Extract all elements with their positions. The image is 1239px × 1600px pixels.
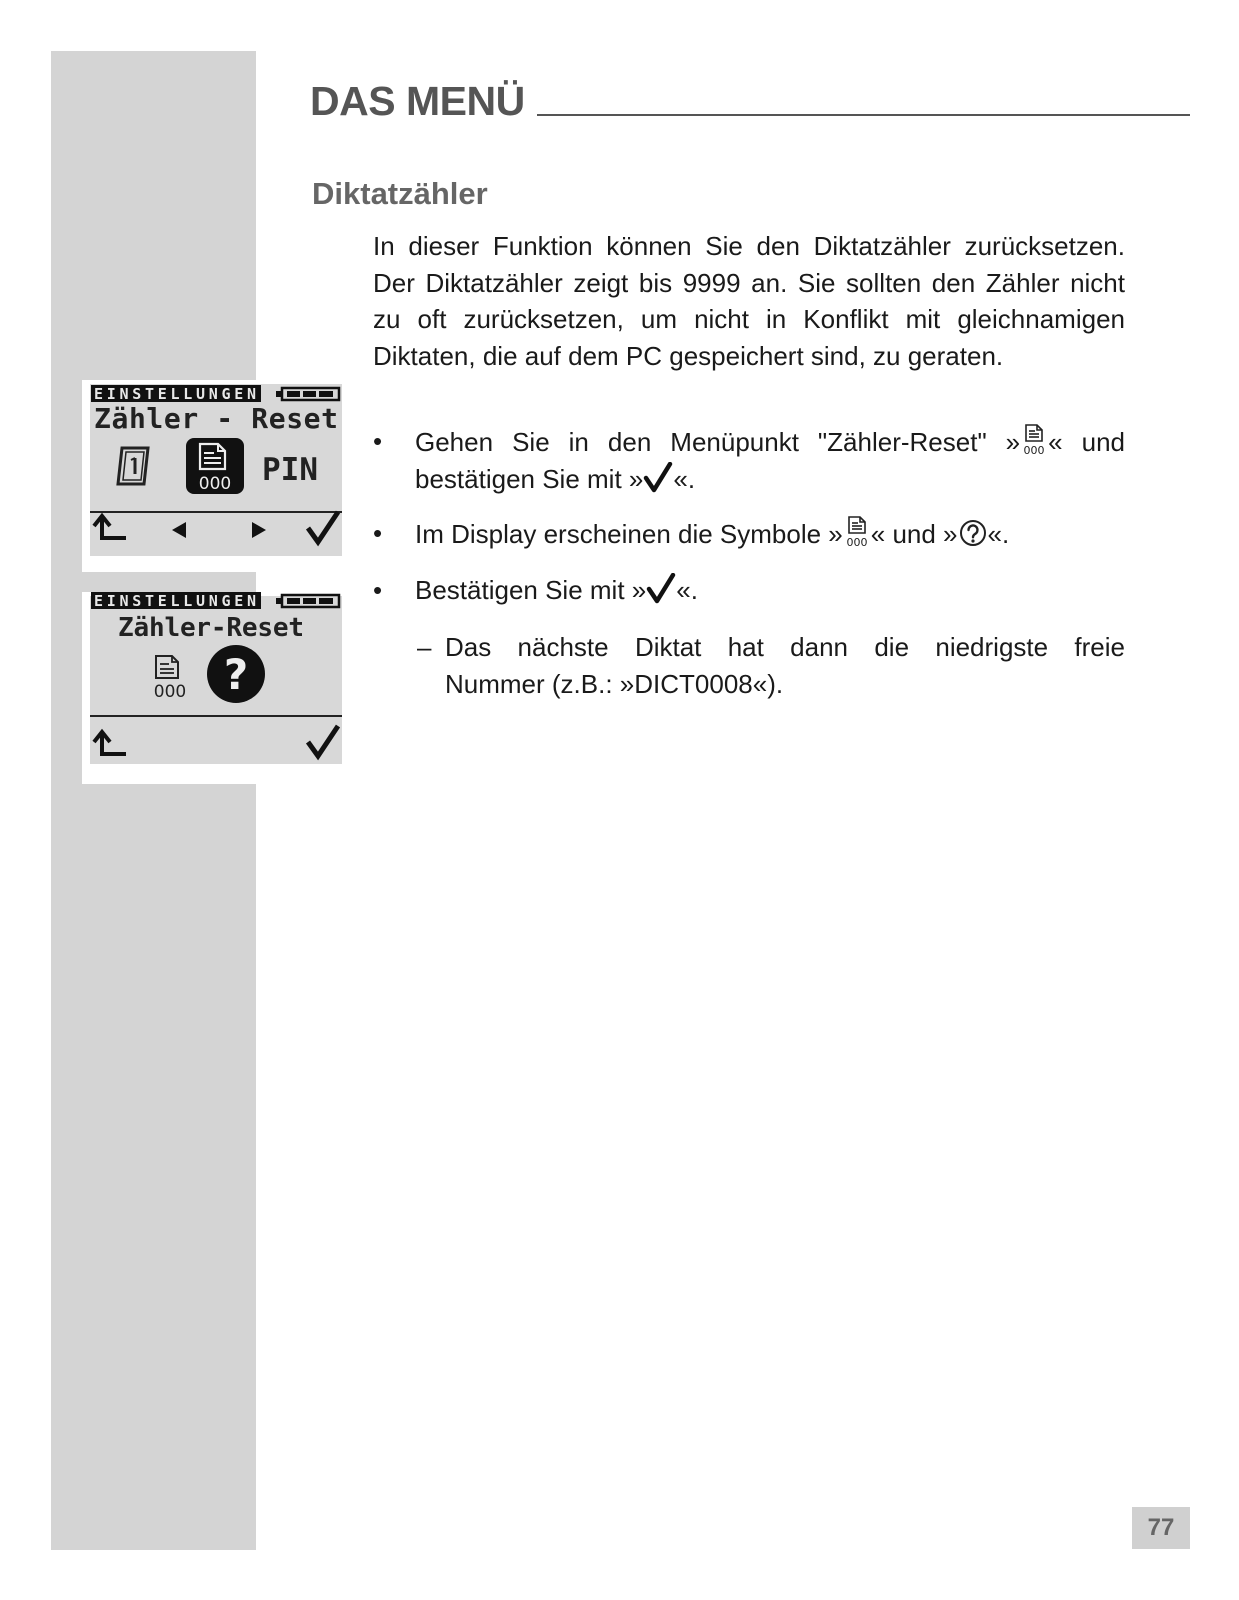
- step-1-text-b: « und bestätigen Sie mit »: [415, 427, 1125, 494]
- bullet-dot: •: [373, 518, 383, 548]
- screen-2-header: EINSTELLUNGEN: [94, 592, 256, 610]
- counter-icon: [843, 515, 871, 549]
- step-2-text: [415, 515, 1125, 553]
- counter-icon-digits: 000: [846, 536, 868, 549]
- page-number: 77: [1147, 1514, 1175, 1541]
- step-3-text: [415, 572, 1125, 609]
- check-icon: [646, 573, 676, 605]
- check-icon: [643, 462, 673, 494]
- step-2-text-a: Im Display erscheinen die Symbole »: [415, 519, 843, 549]
- sub-step: [417, 629, 1125, 702]
- screen-1-title: Zähler - Reset: [94, 402, 338, 435]
- screen-2-counter-digits: 000: [153, 682, 187, 702]
- page-title: DAS MENÜ: [310, 78, 525, 124]
- step-1-text: [415, 423, 1125, 497]
- screen-2-question: ?: [223, 650, 249, 699]
- intro-paragraph: In dieser Funktion können Sie den Diktatzähler zurücksetzen. Der Diktatzähler zeigt bis 9999 an. Sie sollten den Zähler nicht zu oft zurücksetzen, um nicht in Konflikt mit gleichnamigen Diktaten, die auf dem PC gespeichert sind, zu geraten.: [373, 231, 1125, 371]
- display-screen-2-graphic: [82, 592, 348, 784]
- page-number-box: [1132, 1507, 1190, 1549]
- screen-2-title: Zähler-Reset: [118, 613, 304, 643]
- sub-step-line-1: Das nächste Diktat hat dann die niedrigste freie: [445, 632, 1125, 662]
- display-screen-2: [82, 592, 348, 784]
- screen-1-header: EINSTELLUNGEN: [94, 385, 256, 403]
- step-3-text-b: «.: [676, 575, 698, 605]
- counter-icon-digits: 000: [1023, 444, 1045, 457]
- question-circle-icon: [958, 519, 988, 549]
- screen-1-counter-digits: 000: [198, 474, 232, 494]
- step-2: [373, 515, 1125, 553]
- counter-icon: [1020, 423, 1048, 457]
- bullet-dot: •: [373, 575, 383, 605]
- title-rule: [537, 114, 1190, 116]
- title-row: [310, 72, 1190, 122]
- pin-label: PIN: [262, 452, 318, 488]
- sub-step-line-2: Nummer (z.B.: »DICT0008«).: [445, 668, 784, 699]
- display-screen-1: [82, 380, 348, 572]
- step-1: [373, 423, 1125, 497]
- step-2-text-b: « und »: [870, 519, 958, 549]
- step-1-text-c: «.: [673, 463, 696, 494]
- step-3-text-a: Bestätigen Sie mit »: [415, 575, 647, 605]
- display-screen-1-graphic: [82, 380, 348, 572]
- step-2-text-c: «.: [987, 519, 1010, 549]
- step-3: [373, 572, 1125, 609]
- bullet-dot: •: [373, 426, 383, 456]
- side-strip: [51, 51, 256, 1550]
- step-1-text-a: Gehen Sie in den Menüpunkt "Zähler-Reset" »: [415, 427, 1021, 457]
- section-heading: Diktatzähler: [312, 176, 488, 211]
- sub-dash: –: [417, 632, 432, 662]
